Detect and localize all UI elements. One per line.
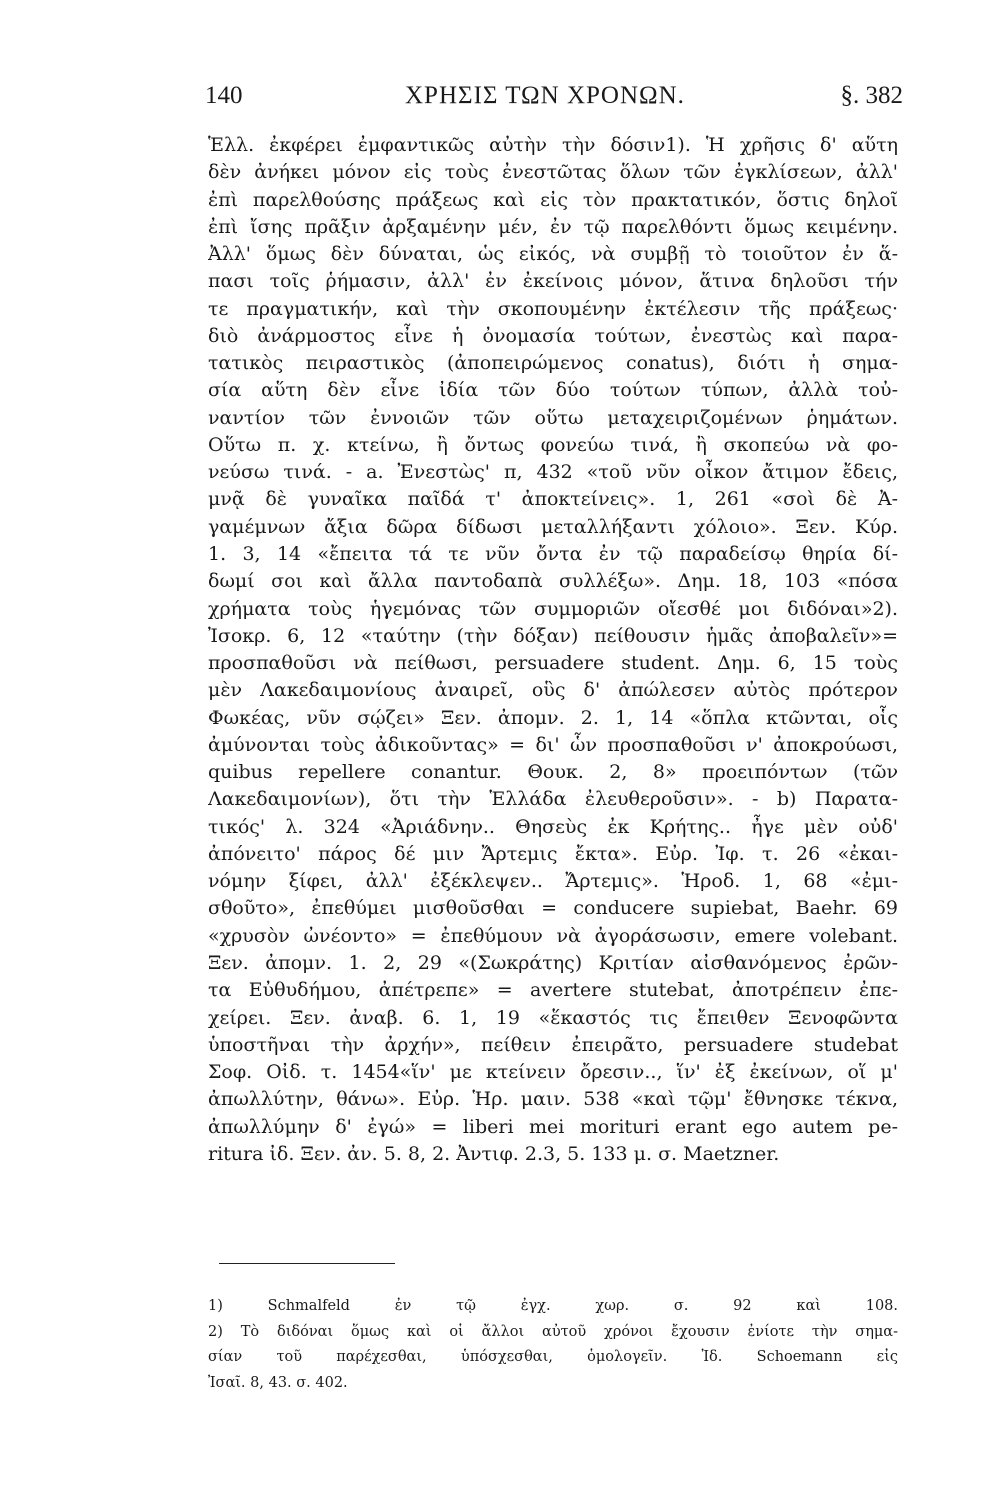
text-line: ἀμύνονται τοὺς ἀδικοῦντας» = δι' ὧν προσπαθοῦσι ν' ἀποκρούωσι, (208, 733, 898, 756)
running-title: ΧΡΗΣΙΣ ΤΩΝ ΧΡΟΝΩΝ. (405, 82, 685, 109)
text-line: ἐπὶ παρελθούσης πράξεως καὶ εἰς τὸν πρακτατικόν, ὅστις δηλοῖ (208, 188, 898, 211)
text-line: χείρει. Ξεν. ἀναβ. 6. 1, 19 «ἕκαστός τις ἔπειθεν Ξενοφῶντα (208, 1006, 898, 1029)
footnote-rule (219, 1263, 395, 1264)
page-number: 140 (205, 82, 243, 109)
text-line: σία αὕτη δὲν εἶνε ἰδία τῶν δύο τούτων τύπων, ἀλλὰ τοὐ- (208, 379, 898, 402)
text-line: τικός' λ. 324 «Ἀριάδνην.. Θησεὺς ἐκ Κρήτης.. ἦγε μὲν οὐδ' (208, 815, 898, 838)
text-line: σθοῦτο», ἐπεθύμει μισθοῦσθαι = conducere supiebat, Baehr. 69 (208, 897, 898, 920)
text-line: προσπαθοῦσι νὰ πείθωσι, persuadere student. Δημ. 6, 15 τοὺς (208, 652, 898, 675)
text-line: Ξεν. ἀπομν. 1. 2, 29 «(Σωκράτης) Κριτίαν αἰσθανόμενος ἐρῶν- (208, 951, 898, 974)
text-line: μνᾷ δὲ γυναῖκα παῖδά τ' ἀποκτείνεις». 1, 261 «σοὶ δὲ Ἀ- (208, 488, 898, 511)
text-line: ὑποστῆναι τὴν ἀρχήν», πείθειν ἐπειρᾶτο, persuadere studebat (208, 1033, 898, 1056)
text-line: δωμί σοι καὶ ἄλλα παντοδαπὰ συλλέξω». Δημ. 18, 103 «πόσα (208, 570, 898, 593)
text-line: χρήματα τοὺς ἡγεμόνας τῶν συμμοριῶν οἴεσθέ μοι διδόναι»2). (208, 597, 898, 620)
text-line: Ἑλλ. ἐκφέρει ἐμφαντικῶς αὐτὴν τὴν δόσιν1). Ἡ χρῆσις δ' αὕτη (208, 134, 898, 156)
text-line: Ἰσοκρ. 6, 12 «ταύτην (τὴν δόξαν) πείθουσιν ἡμᾶς ἀποβαλεῖν»= (208, 624, 898, 647)
text-line: Σοφ. Οἰδ. τ. 1454«ἵν' με κτείνειν ὄρεσιν.., ἵν' ἐξ ἐκείνων, οἵ μ' (208, 1061, 898, 1084)
section-number: §. 382 (840, 82, 903, 109)
text-line: Ἀλλ' ὅμως δὲν δύναται, ὡς εἰκός, νὰ συμβῇ τὸ τοιοῦτον ἐν ἅ- (208, 243, 898, 266)
text-line: Φωκέας, νῦν σῴζει» Ξεν. ἀπομν. 2. 1, 14 «ὅπλα κτῶνται, οἷς (208, 706, 898, 729)
footnote-line: Ἰσαῖ. 8, 43. σ. 402. (208, 1374, 348, 1391)
body-text (208, 132, 898, 1168)
text-line: νόμην ξίφει, ἀλλ' ἐξέκλεψεν.. Ἄρτεμις». Ἡροδ. 1, 68 «ἐμι- (208, 870, 898, 893)
text-line: Οὕτω π. χ. κτείνω, ἢ ὄντως φονεύω τινά, ἢ σκοπεύω νὰ φο- (208, 433, 898, 456)
text-line: μὲν Λακεδαιμονίους ἀναιρεῖ, οὓς δ' ἀπώλεσεν αὐτὸς πρότερον (208, 679, 898, 702)
text-line: ritura ἰδ. Ξεν. ἀν. 5. 8, 2. Ἀντιφ. 2.3, 5. 133 μ. σ. Maetzner. (208, 1142, 780, 1165)
text-line: «χρυσὸν ὠνέοντο» = ἐπεθύμουν νὰ ἀγοράσωσιν, emere volebant. (208, 924, 898, 947)
footnote-line: 2) Τὸ διδόναι ὅμως καὶ οἱ ἄλλοι αὐτοῦ χρόνοι ἔχουσιν ἐνίοτε τὴν σημα- (208, 1323, 898, 1340)
text-line: δὲν ἀνήκει μόνον εἰς τοὺς ἐνεστῶτας ὅλων τῶν ἐγκλίσεων, ἀλλ' (208, 161, 898, 184)
text-line: τε πραγματικήν, καὶ τὴν σκοπουμένην ἐκτέλεσιν τῆς πράξεως· (208, 297, 898, 320)
text-line: ἀπωλλύμην δ' ἐγώ» = liberi mei morituri erant ego autem pe- (208, 1115, 898, 1138)
text-line: γαμέμνων ἄξια δῶρα δίδωσι μεταλλήξαντι χόλοιο». Ξεν. Κύρ. (208, 515, 898, 538)
text-line: ἐπὶ ἴσης πρᾶξιν ἀρξαμένην μέν, ἐν τῷ παρελθόντι ὅμως κειμένην. (208, 215, 898, 238)
text-line: ἀπωλλύτην, θάνω». Εὐρ. Ἡρ. μαιν. 538 «καὶ τῷμ' ἔθνησκε τέκνα, (208, 1088, 898, 1111)
footnote-line: σίαν τοῦ παρέχεσθαι, ὑπόσχεσθαι, ὁμολογεῖν. Ἰδ. Schoemann εἰς (208, 1349, 898, 1365)
text-line: πασι τοῖς ῥήμασιν, ἀλλ' ἐν ἐκείνοις μόνον, ἅτινα δηλοῦσι τήν (208, 270, 898, 293)
text-line: ἀπόνειτο' πάρος δέ μιν Ἄρτεμις ἔκτα». Εὐρ. Ἰφ. τ. 26 «ἐκαι- (208, 842, 898, 865)
text-line: ναντίον τῶν ἐννοιῶν τῶν οὕτω μεταχειριζομένων ῥημάτων. (208, 406, 898, 429)
text-line: τατικὸς πειραστικὸς (ἀποπειρώμενος conatus), διότι ἡ σημα- (208, 352, 898, 375)
running-header (205, 82, 905, 116)
text-line: 1. 3, 14 «ἔπειτα τά τε νῦν ὄντα ἐν τῷ παραδείσῳ θηρία δί- (208, 542, 898, 565)
text-line: Λακεδαιμονίων), ὅτι τὴν Ἑλλάδα ἐλευθεροῦσιν». - b) Παρατα- (208, 788, 898, 811)
text-line: quibus repellere conantur. Θουκ. 2, 8» προειπόντων (τῶν (208, 761, 898, 784)
text-line: διὸ ἀνάρμοστος εἶνε ἡ ὀνομασία τούτων, ἐνεστὼς καὶ παρα- (208, 324, 898, 347)
text-line: νεύσω τινά. - a. Ἐνεστὼς' π, 432 «τοῦ νῦν οἶκον ἄτιμον ἔδεις, (208, 461, 898, 484)
text-line: τα Εὐθυδήμου, ἀπέτρεπε» = avertere stutebat, ἀποτρέπειν ἐπε- (208, 979, 898, 1002)
footnote-line: 1) Schmalfeld ἐν τῷ ἐγχ. χωρ. σ. 92 καὶ 108. (208, 1298, 898, 1314)
footnotes (208, 1294, 898, 1396)
